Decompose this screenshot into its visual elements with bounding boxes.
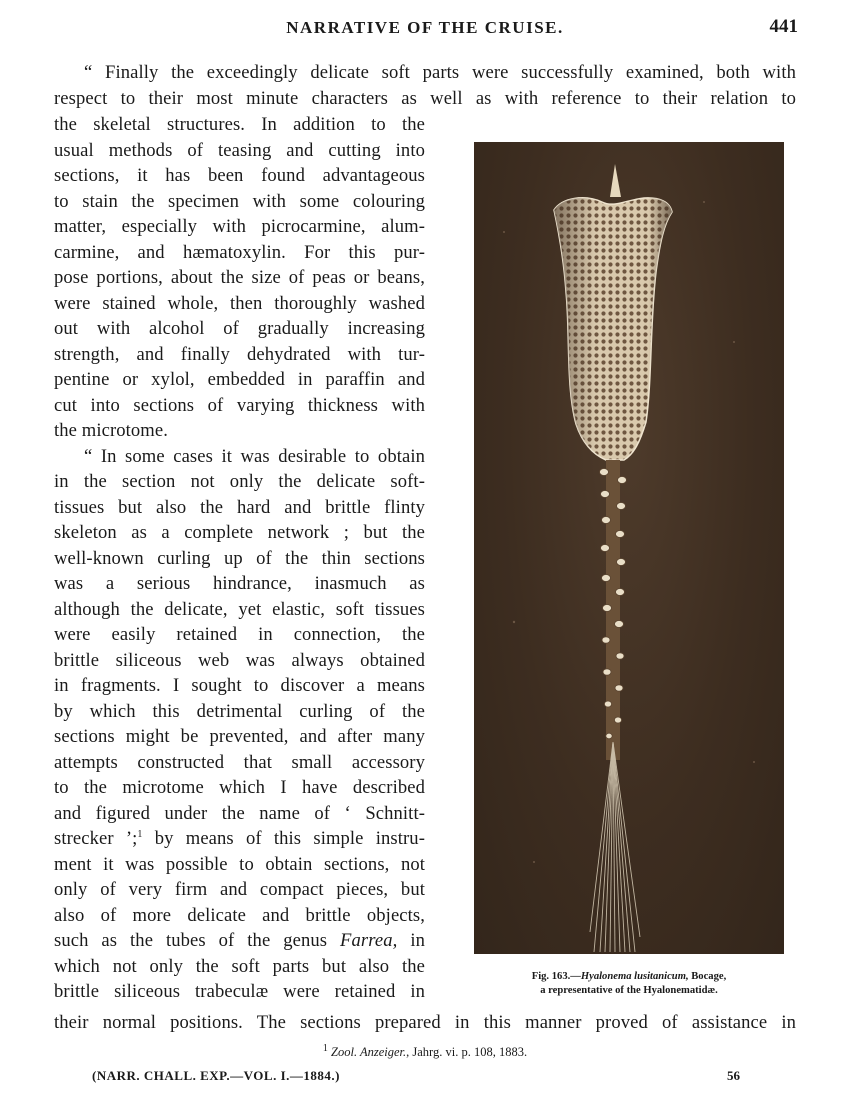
farrea-prefix: such as the tubes of the genus (54, 930, 341, 951)
footnote (0, 1042, 850, 1060)
body-line-full-2: respect to their most minute characters as well as with reference to their relation to (54, 88, 796, 109)
column-line: sections might be prevented, and after many (54, 726, 425, 747)
strecker-text: strecker ’; (54, 828, 138, 849)
column-line: in fragments. I sought to discover a means (54, 675, 425, 696)
column-line: by which this detrimental curling of the (54, 701, 425, 722)
genus-farrea: Farrea, (340, 930, 398, 951)
footnote-marker: 1 (322, 1042, 328, 1054)
column-line: only of very firm and compact pieces, but (54, 879, 425, 900)
page-number: 441 (769, 16, 798, 37)
column-line: to stain the specimen with some colouring (54, 191, 425, 212)
column-line: out with alcohol of gradually increasing (54, 318, 425, 339)
footer-sheet-number: 56 (727, 1068, 740, 1083)
column-line: were easily retained in connection, the (54, 624, 425, 645)
column-line: strength, and finally dehydrated with tur- (54, 344, 425, 365)
footnote-journal: Zool. Anzeiger. (331, 1045, 407, 1059)
column-line: tissues but also the hard and brittle flinty (54, 497, 425, 518)
column-line-strecker (54, 828, 425, 850)
column-line: were stained whole, then thoroughly washed (54, 293, 425, 314)
column-line: was a serious hindrance, inasmuch as (54, 573, 425, 594)
footnote-rest: , Jahrg. vi. p. 108, 1883. (406, 1045, 528, 1059)
column-line: cut into sections of varying thickness with (54, 395, 425, 416)
figure-caption-line-2: a representative of the Hyalonematidæ. (540, 985, 718, 996)
column-line: brittle siliceous trabeculæ were retained in (54, 981, 425, 1002)
column-line-farrea (54, 930, 425, 952)
column-line: and figured under the name of ‘ Schnitt- (54, 803, 425, 824)
figure-caption-line-1 (474, 971, 784, 982)
column-line: the skeletal structures. In addition to the (54, 114, 425, 135)
caption-fig-label: Fig. 163.— (531, 971, 581, 982)
column-line: ment it was possible to obtain sections, not (54, 854, 425, 875)
hyalonema-illustration (474, 142, 784, 954)
footer-signature: (NARR. CHALL. EXP.—VOL. I.—1884.) (92, 1068, 340, 1083)
column-line: “ In some cases it was desirable to obtain (84, 446, 425, 467)
column-line: carmine, and hæmatoxylin. For this pur- (54, 242, 425, 263)
column-line: matter, especially with picrocarmine, alum- (54, 216, 425, 237)
strecker-rest: by means of this simple instru- (142, 828, 425, 849)
column-line: although the delicate, yet elastic, soft tissues (54, 599, 425, 620)
column-line: which not only the soft parts but also the (54, 956, 425, 977)
column-line: brittle siliceous web was always obtained (54, 650, 425, 671)
farrea-rest: in (397, 930, 425, 951)
column-line: well-known curling up of the thin sections (54, 548, 425, 569)
caption-species: Hyalonema lusitanicum, (580, 971, 689, 982)
column-line: pentine or xylol, embedded in paraffin and (54, 369, 425, 390)
body-line-full-bottom: their normal positions. The sections prepared in this manner proved of assistance in (54, 1012, 796, 1033)
column-line: sections, it has been found advantageous (54, 165, 425, 186)
figure-plate (474, 142, 784, 954)
footnote-ref: 1 (137, 828, 143, 840)
column-line: also of more delicate and brittle objects, (54, 905, 425, 926)
column-line: in the section not only the delicate soft- (54, 471, 425, 492)
column-line: attempts constructed that small accessory (54, 752, 425, 773)
column-line: pose portions, about the size of peas or beans, (54, 267, 425, 288)
running-title: NARRATIVE OF THE CRUISE. (286, 18, 564, 37)
column-line: to the microtome which I have described (54, 777, 425, 798)
caption-author: Bocage, (688, 971, 727, 982)
column-line: skeleton as a complete network ; but the (54, 522, 425, 543)
column-line: usual methods of teasing and cutting into (54, 140, 425, 161)
body-line-full-1: “ Finally the exceedingly delicate soft parts were successfully examined, both with (84, 62, 796, 83)
column-line: the microtome. (54, 420, 168, 441)
